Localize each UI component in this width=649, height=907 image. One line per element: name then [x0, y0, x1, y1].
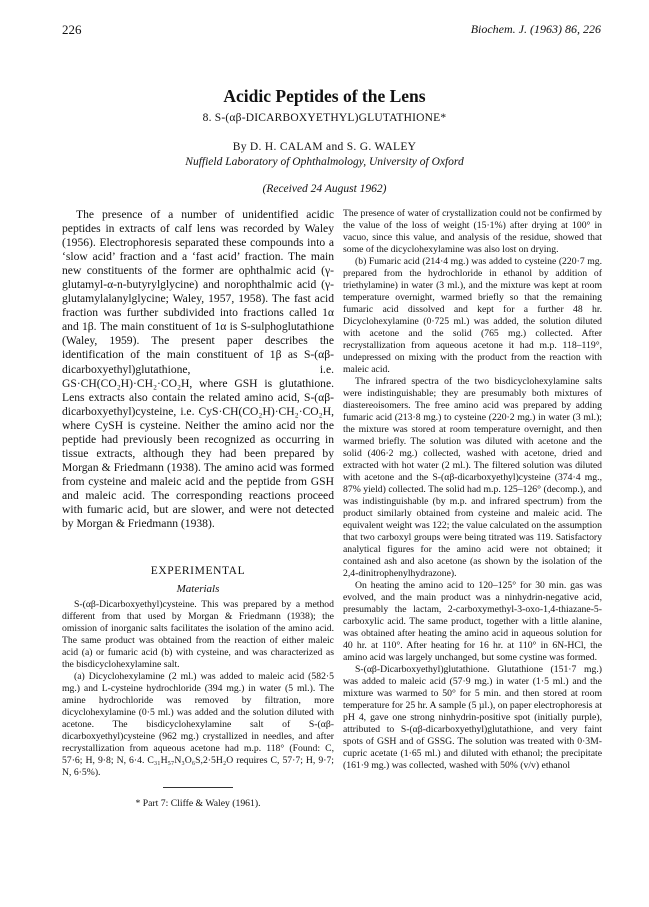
- right-column: [343, 208, 602, 772]
- received-date: (Received 24 August 1962): [262, 183, 387, 195]
- left-body: [62, 599, 334, 779]
- author-line: By D. H. CALAM and S. G. WALEY: [232, 141, 417, 153]
- journal-citation: [471, 22, 601, 37]
- section-heading: EXPERIMENTAL: [150, 565, 246, 578]
- footnote-rule: [163, 787, 233, 788]
- paragraph: S-(αβ-Dicarboxyethyl)cysteine. This was prepared by a method different from that used by Morgan & Friedmann (1938); the omission of inorganic salts facilitates the isolation of the amino acid. The same product was obtained from the reaction of either maleic acid (a) or fumaric acid (b) with cysteine, and was characterized as the bisdicyclohexylamine salt.: [62, 599, 334, 671]
- affiliation: Nuffield Laboratory of Ophthalmology, University of Oxford: [185, 156, 464, 168]
- paragraph: The presence of water of crystallization could not be confirmed by the value of the loss of weight (15·1%) after drying at 100° in vacuo, since this value, and analysis of the residue, showed that some of the dicyclohexylamine was also lost on drying.: [343, 208, 602, 255]
- page-number: 226: [62, 22, 82, 37]
- journal-year-volume: (1963) 86, 226: [530, 22, 601, 36]
- intro-paragraph: The presence of a number of unidentified acidic peptides in extracts of calf lens was recorded by Waley (1956). Electrophoresis separated these compounds into a ‘slow acid’ fraction and a ‘fast acid’ fraction. The main new constituents of the former are ophthalmic acid (γ-glutamyl-α-n-butyrylglycine) and norophthalmic acid (γ-glutamylalanylglycine; Waley, 1957, 1958). The fast acid fraction was further subdivided into fractions called 1α and 1β. The main constituent of 1α is S-sulphoglutathione (Waley, 1959). The present paper describes the identification of the main constituent of 1β as S-(αβ-dicarboxyethyl)glutathione, i.e. GS·CH(CO₂H)·CH₂·CO₂H, where GSH is glutathione. Lens extracts also contain the related amino acid, S-(αβ-dicarboxyethyl)cysteine, i.e. CyS·CH(CO₂H)·CH₂·CO₂H, where CySH is cysteine. Neither the amino acid nor the peptide had previously been recognized as occurring in tissue extracts, although they had been prepared by Morgan & Friedmann (1938). The amino acid was formed from cysteine and maleic acid and the peptide from GSH and maleic acid. The corresponding reactions proceed with fumaric acid, but are slower, and were not detected by Morgan & Friedmann (1938).: [62, 208, 334, 531]
- left-column: [62, 208, 334, 809]
- article-title: Acidic Peptides of the Lens: [223, 86, 426, 106]
- paragraph: The infrared spectra of the two bisdicyclohexylamine salts were indistinguishable; they are presumably both mixtures of diastereoisomers. The free amino acid was prepared by adding fumaric acid (213·8 mg.) to cysteine (220·2 mg.) in water (3 ml.); the mixture was stored at room temperature overnight, and then warmed briefly. The solution was diluted with acetone and the solid (406·2 mg.) collected, washed with acetone, dried and extracted with hot water (2 ml.). The filtered solution was diluted with acetone and the S-(αβ-dicarboxyethyl)cysteine (374·4 mg., 87% yield) collected. The solid had m.p. 125–126° (decomp.), and was indistinguishable (by m.p. and infrared spectrum) from the product similarly obtained from cysteine and maleic acid. The equivalent weight was 122; the value calculated on the assumption that two carboxyl groups were being titrated was 119. Satisfactory analytical figures for the amino acid were not obtained; it contained ash and also acetone (as shown by the isolation of the 2,4-dinitrophenylhydrazone).: [343, 376, 602, 579]
- paragraph: On heating the amino acid to 120–125° for 30 min. gas was evolved, and the main product was a ninhydrin-negative acid, presumably the lactam, 2-carboxymethyl-3-oxo-1,4-thiazane-5-carboxylic acid. The same product, together with a little alanine, was obtained after heating the amino acid in aqueous solution for 40 hr. at 110°. After heating for 16 hr. at 110° in 6N-HCl, the amino acid was largely unchanged, but some cystine was formed.: [343, 580, 602, 663]
- paragraph: (b) Fumaric acid (214·4 mg.) was added to cysteine (220·7 mg. prepared from the hydrochloride in ethanol by addition of triethylamine) in water (3 ml.), and the mixture was kept at room temperature overnight, warmed briefly so that the remaining fumaric acid dissolved and kept for a further 48 hr. Dicyclohexylamine (0·725 ml.) was added, the solution diluted with acetone and the solid (765 mg.) collected. After recrystallization from aqueous acetone it had m.p. 118–119°, undepressed on mixing with the product from the reaction with maleic acid.: [343, 256, 602, 375]
- paragraph: (a) Dicyclohexylamine (2 ml.) was added to maleic acid (582·5 mg.) and L-cysteine hydrochloride (394 mg.) in water (5 ml.). The amine hydrochloride was removed by filtration, more dicyclohexylamine (0·5 ml.) was added and the solution diluted with acetone. The bisdicyclohexylamine salt of S-(αβ-dicarboxyethyl)cysteine (962 mg.) crystallized in needles, and after recrystallization from aqueous acetone had m.p. 118° (Found: C, 57·6; H, 9·8; N, 6·4. C₃₁H₅₇N₃O₆S,2·5H₂O requires C, 57·7; H, 9·7; N, 6·5%).: [62, 671, 334, 779]
- footnote: * Part 7: Cliffe & Waley (1961).: [135, 798, 261, 810]
- article-subtitle: 8. S-(αβ-DICARBOXYETHYL)GLUTATHIONE*: [202, 112, 447, 124]
- journal-name: Biochem. J.: [470, 22, 527, 36]
- subsection-heading: Materials: [176, 583, 220, 596]
- paragraph: S-(αβ-Dicarboxyethyl)glutathione. Glutathione (151·7 mg.) was added to maleic acid (57·9 mg.) in water (1·5 ml.) and the mixture was warmed to 50° for 5 min. and then stored at room temperature for 25 hr. A sample (5 µl.), on paper electrophoresis at pH 4, gave one strong ninhydrin-positive spot (initially purple), attributed to S-(αβ-dicarboxyethyl)glutathione, and very faint spots of GSH and of GSSG. The solution was treated with 0·3M-cupric acetate (1·65 ml.) and diluted with ethanol; the precipitate (161·9 mg.) was collected, washed with 50% (v/v) ethanol: [343, 664, 602, 771]
